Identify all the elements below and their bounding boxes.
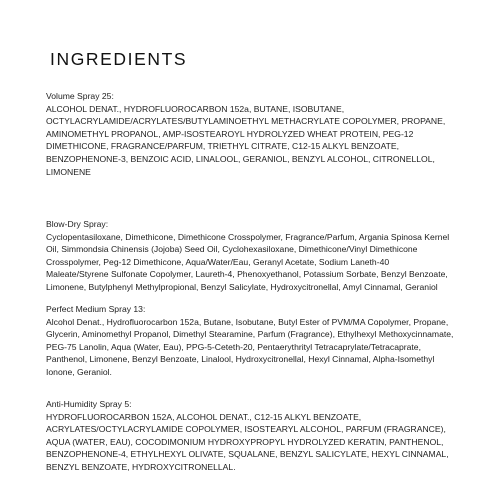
- section-blow-dry-spray: [46, 218, 454, 294]
- ingredient-list: HYDROFLUOROCARBON 152A, ALCOHOL DENAT., C12-15 ALKYL BENZOATE, ACRYLATES/OCTYLACRYLAMIDE COPOLYMER, ISOSTEARYL ALCOHOL, PARFUM (FRAGRANCE), AQUA (WATER, EAU), COCODIMONIUM HYDROXYPROPYL HYDROLYZED KERATIN, PANTHENOL, BENZOPHENONE-4, ETHYLHEXYL OLIVATE, SQUALANE, BENZYL SALICYLATE, HEXYL CINNAMAL, BENZYL BENZOATE, HYDROXYCITRONELLAL.: [46, 411, 449, 472]
- section-perfect-medium-spray: [46, 303, 454, 379]
- section-name: Volume Spray 25:: [46, 91, 114, 101]
- section-name: Anti-Humidity Spray 5:: [46, 399, 132, 409]
- ingredient-list-continued: Maleate/Styrene Sulfonate Copolymer, Laureth-4, Phenoxyethanol, Potassium Sorbate, Benzyl Benzoate, Limonene, Butylphenyl Methylpropional, Benzyl Salicylate, Hydroxycitronellal, Amyl Cinnamal, Geraniol: [46, 269, 448, 292]
- section-name: Blow-Dry Spray:: [46, 219, 109, 229]
- section-name: Perfect Medium Spray 13:: [46, 304, 146, 314]
- page-title: INGREDIENTS: [50, 49, 188, 69]
- section-volume-spray: [46, 90, 454, 178]
- ingredient-list: Cyclopentasiloxane, Dimethicone, Dimethicone Crosspolymer, Fragrance/Parfum, Argania Spinosa Kernel Oil, Simmondsia Chinensis (Jojoba) Seed Oil, Cyclohexasiloxane, Dimethicone/Vinyl Dimethicone Crosspolymer, Peg-12 Dimethicone, Aqua/Water/Eau, Geranyl Acetate, Sodium Laneth-40: [46, 231, 450, 267]
- ingredient-list: Alcohol Denat., Hydrofluorocarbon 152a, Butane, Isobutane, Butyl Ester of PVM/MA Copolymer, Propane, Glycerin, Aminomethyl Propanol, Dimethyl Stearamine, Parfum (Fragrance), Ethylhexyl Methoxycinnamate, PEG-75 Lanolin, Aqua (Water, Eau), PPG-5-Ceteth-20, Pentaerythrityl Tetracaprylate/Tetracaprate, Panthenol, Limonene, Benzyl Benzoate, Linalool, Hydroxycitronellal, Hexyl Cinnamal, Alpha-Isomethyl Ionone, Geraniol.: [46, 316, 454, 377]
- ingredient-list: ALCOHOL DENAT., HYDROFLUOROCARBON 152a, BUTANE, ISOBUTANE, OCTYLACRYLAMIDE/ACRYLATES/BUTYLAMINOETHYL METHACRYLATE COPOLYMER, PROPANE, AMINOMETHYL PROPANOL, AMP-ISOSTEAROYL HYDROLYZED WHEAT PROTEIN, PEG-12 DIMETHICONE, FRAGRANCE/PARFUM, TRIETHYL CITRATE, C12-15 ALKYL BENZOATE, BENZOPHENONE-3, BENZOIC ACID, LINALOOL, GERANIOL, BENZYL ALCOHOL, CITRONELLOL, LIMONENE: [46, 103, 446, 177]
- section-anti-humidity-spray: [46, 398, 454, 474]
